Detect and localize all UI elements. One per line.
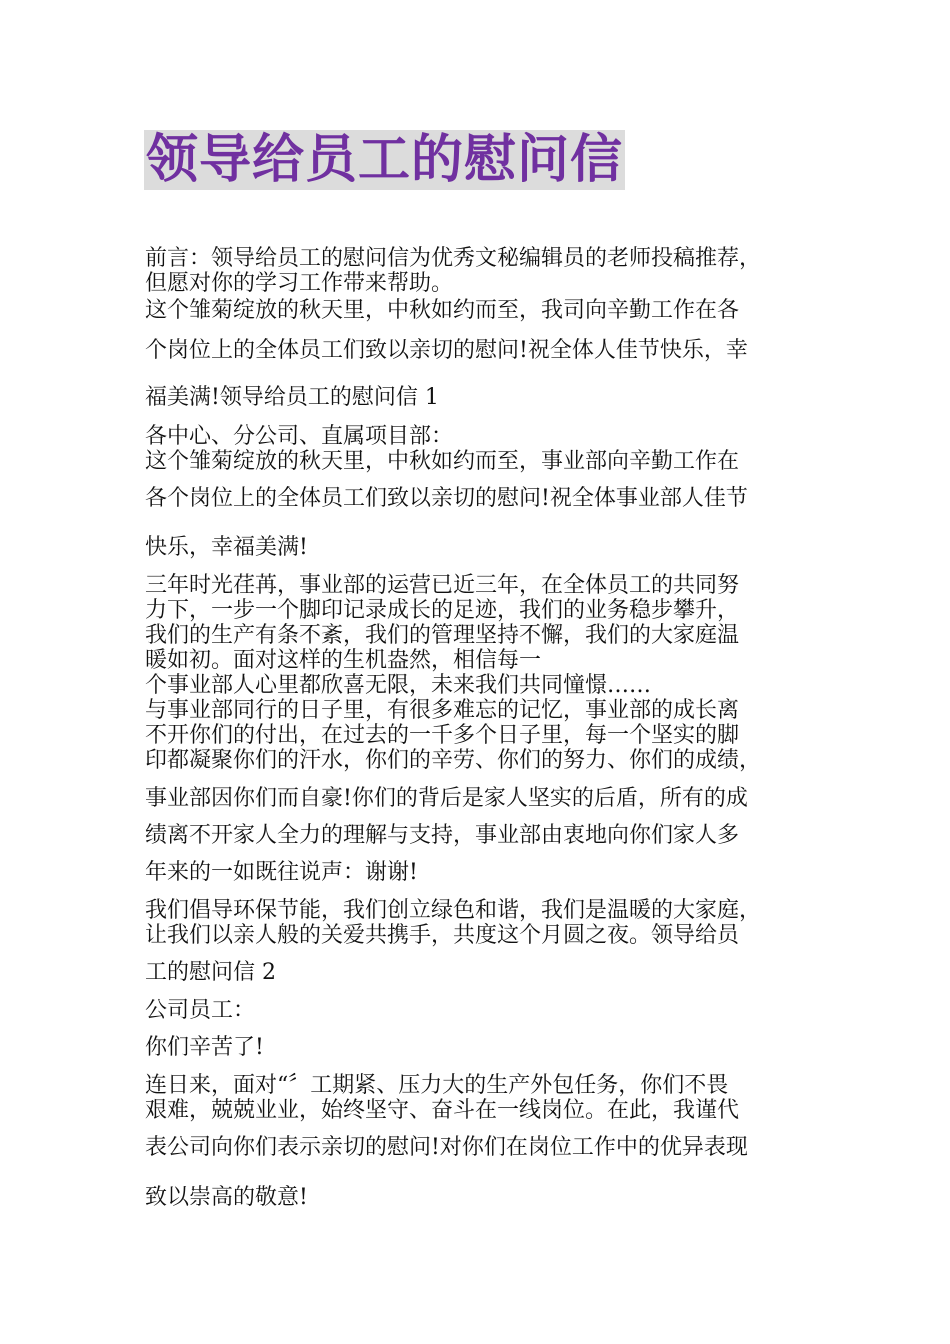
text-line: 福美满!领导给员工的慰问信 1 [145, 385, 439, 410]
document-title: 领导给员工的慰问信 [146, 130, 624, 190]
text-line: 你们辛苦了! [145, 1035, 264, 1060]
text-line: 个事业部人心里都欣喜无限，未来我们共同憧憬…… [145, 673, 652, 698]
text-line: 个岗位上的全体员工们致以亲切的慰问!祝全体人佳节快乐，幸 [145, 338, 748, 363]
text-line: 艰难，兢兢业业，始终坚守、奋斗在一线岗位。在此，我谨代 [145, 1098, 740, 1123]
text-line: 力下，一步一个脚印记录成长的足迹，我们的业务稳步攀升， [145, 598, 740, 623]
text-line: 不开你们的付出，在过去的一千多个日子里，每一个坚实的脚 [145, 723, 740, 748]
text-line: 但愿对你的学习工作带来帮助。 [145, 271, 454, 296]
text-line: 与事业部同行的日子里，有很多难忘的记忆，事业部的成长离 [145, 698, 740, 723]
text-line: 事业部因你们而自豪!你们的背后是家人坚实的后盾，所有的成 [145, 786, 748, 811]
text-line: 前言：领导给员工的慰问信为优秀文秘编辑员的老师投稿推荐， [145, 246, 762, 271]
text-line: 致以崇高的敬意! [145, 1185, 308, 1210]
text-line: 各个岗位上的全体员工们致以亲切的慰问!祝全体事业部人佳节 [145, 486, 748, 511]
text-line: 表公司向你们表示亲切的慰问!对你们在岗位工作中的优异表现 [145, 1135, 748, 1160]
text-line: 年来的一如既往说声：谢谢! [145, 860, 418, 885]
text-line: 暖如初。面对这样的生机盎然，相信每一 [145, 648, 542, 673]
text-line: 公司员工： [145, 998, 256, 1023]
text-line: 连日来，面对“〞工期紧、压力大的生产外包任务，你们不畏 [145, 1073, 729, 1098]
text-line: 工的慰问信 2 [145, 960, 276, 985]
text-line: 印都凝聚你们的汗水，你们的辛劳、你们的努力、你们的成绩， [145, 748, 762, 773]
text-line: 各中心、分公司、直属项目部： [145, 424, 454, 449]
text-line: 绩离不开家人全力的理解与支持，事业部由衷地向你们家人多 [145, 823, 740, 848]
text-line: 快乐，幸福美满! [145, 535, 308, 560]
text-line: 三年时光荏苒，事业部的运营已近三年，在全体员工的共同努 [145, 573, 740, 598]
text-line: 我们倡导环保节能，我们创立绿色和谐，我们是温暖的大家庭， [145, 898, 762, 923]
text-line: 这个雏菊绽放的秋天里，中秋如约而至，我司向辛勤工作在各 [145, 298, 740, 323]
text-line: 这个雏菊绽放的秋天里，中秋如约而至，事业部向辛勤工作在 [145, 449, 740, 474]
text-line: 我们的生产有条不紊，我们的管理坚持不懈，我们的大家庭温 [145, 623, 740, 648]
text-line: 让我们以亲人般的关爱共携手，共度这个月圆之夜。领导给员 [145, 923, 740, 948]
